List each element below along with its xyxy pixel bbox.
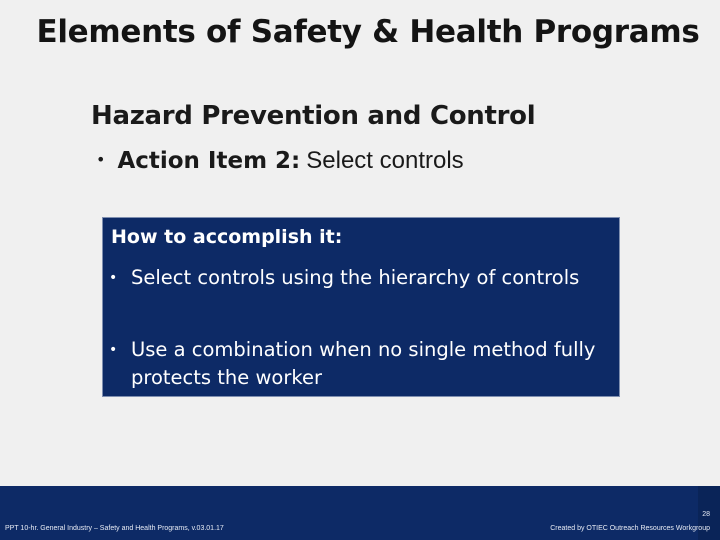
how-to-item-text: Select controls using the hierarchy of controls — [131, 266, 580, 289]
bullet-icon: • — [109, 270, 118, 286]
how-to-heading: How to accomplish it: — [111, 226, 343, 248]
how-to-box — [102, 217, 620, 397]
footer-course-info: PPT 10-hr. General Industry – Safety and Health Programs, v.03.01.17 — [5, 525, 224, 532]
action-item-value: Select controls — [306, 147, 464, 174]
page-number: 28 — [702, 511, 710, 518]
section-heading: Hazard Prevention and Control — [91, 101, 536, 131]
footer-credit: Created by OTIEC Outreach Resources Workgroup — [550, 525, 710, 532]
footer-bar — [0, 486, 720, 540]
slide-title: Elements of Safety & Health Programs — [36, 14, 700, 50]
how-to-item — [109, 264, 601, 292]
how-to-item-text: Use a combination when no single method fully protects the worker — [131, 338, 596, 389]
how-to-item — [109, 336, 601, 392]
action-item-line — [96, 147, 464, 175]
bullet-icon: • — [109, 342, 118, 358]
action-item-label: Action Item 2: — [117, 148, 301, 174]
bullet-icon: • — [96, 150, 106, 169]
